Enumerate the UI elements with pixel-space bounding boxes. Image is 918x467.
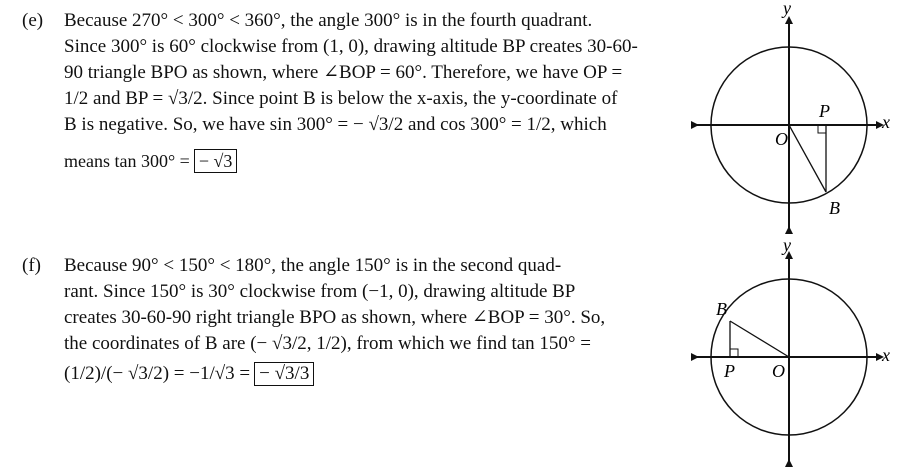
segment-ob — [789, 125, 826, 192]
part-e-line-1: Because 270° < 300° < 360°, the angle 300° is in the fourth quadrant. — [64, 10, 593, 31]
unit-circle-diagram-e — [690, 0, 900, 240]
label-b: B — [716, 299, 727, 319]
label-y: y — [783, 0, 791, 18]
part-f-paragraph — [22, 253, 605, 387]
part-f-line-2: rant. Since 150° is 30° clockwise from (−1, 0), drawing altitude BP — [64, 281, 576, 302]
part-f-final-prefix: (1/2)/(− √3/2) = −1/√3 = — [64, 363, 251, 384]
label-o: O — [775, 129, 788, 149]
part-e-final-prefix: means tan 300° = — [64, 151, 190, 171]
label-b: B — [829, 198, 840, 218]
part-e-answer-box: − √3 — [194, 149, 238, 173]
label-x: x — [882, 345, 890, 365]
part-e-line-2: Since 300° is 60° clockwise from (1, 0), drawing altitude BP creates 30-60- — [64, 36, 638, 57]
part-e-line-3: 90 triangle BPO as shown, where ∠BOP = 60°. Therefore, we have OP = — [64, 62, 623, 83]
part-f-line-3: creates 30-60-90 right triangle BPO as shown, where ∠BOP = 30°. So, — [64, 307, 606, 328]
part-f-label: (f) — [22, 255, 41, 276]
right-angle-mark — [818, 125, 826, 133]
right-angle-mark — [730, 349, 738, 357]
part-e-line-4: 1/2 and BP = √3/2. Since point B is below the x-axis, the y-coordinate of — [64, 88, 618, 109]
part-f-line-4: the coordinates of B are (− √3/2, 1/2), from which we find tan 150° = — [64, 333, 591, 354]
label-o: O — [772, 361, 785, 381]
label-p: P — [724, 361, 735, 381]
label-x: x — [882, 112, 890, 132]
part-e-line-5: B is negative. So, we have sin 300° = − √3/2 and cos 300° = 1/2, which — [64, 114, 607, 135]
label-y: y — [783, 235, 791, 255]
part-f-answer-box: − √3/3 — [254, 362, 314, 386]
part-e-label: (e) — [22, 10, 44, 31]
unit-circle-diagram-f — [690, 235, 900, 467]
segment-ob — [730, 321, 789, 357]
label-p: P — [819, 101, 830, 121]
part-e-paragraph — [22, 8, 638, 174]
part-f-line-1: Because 90° < 150° < 180°, the angle 150° is in the second quad- — [64, 255, 562, 276]
